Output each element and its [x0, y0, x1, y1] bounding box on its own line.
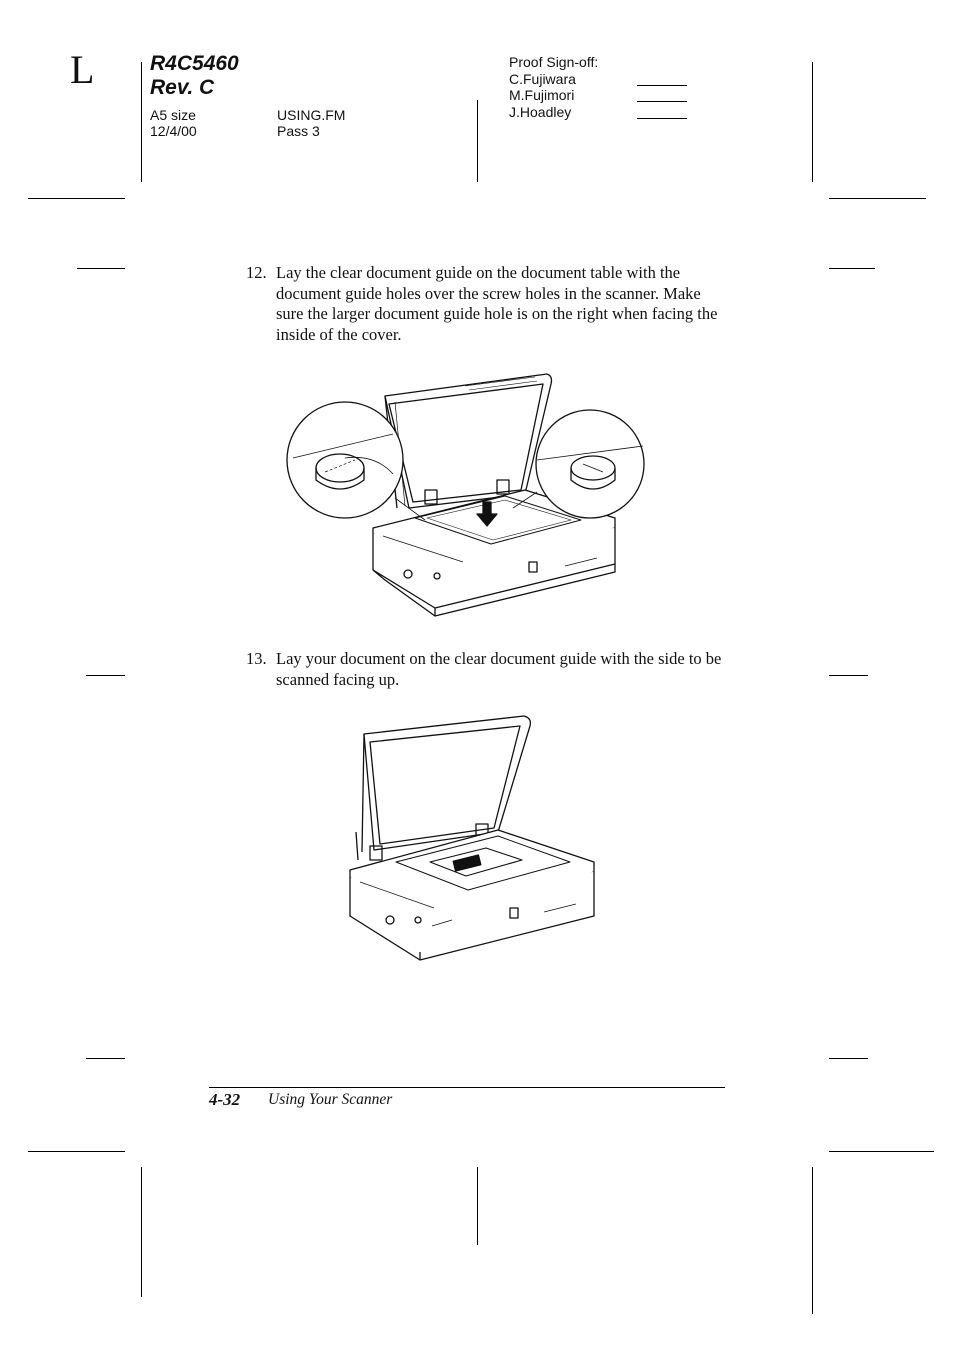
model-block [150, 52, 239, 100]
page-number: 4-32 [209, 1090, 241, 1109]
crop-mark-bottom-left-horizontal [28, 1151, 125, 1152]
chapter-title: Using Your Scanner [268, 1091, 393, 1108]
step-13 [246, 649, 728, 694]
crop-mark-left-2 [86, 675, 125, 676]
paper-size: A5 size [150, 107, 196, 123]
signoff-title: Proof Sign-off: [509, 54, 599, 70]
model-number: R4C5460 [150, 52, 239, 75]
crop-mark-right-1 [829, 268, 875, 269]
crop-mark-bottom-right-horizontal [829, 1151, 934, 1152]
footer-rule [209, 1087, 725, 1088]
signoff-name-2: M.Fujimori [509, 87, 575, 103]
step-text: Lay your document on the clear document guide with the side to be scanned facing up. [276, 649, 722, 689]
zoom-callout-right [536, 410, 644, 518]
pass: Pass 3 [277, 123, 320, 139]
scanner-body-front [350, 872, 594, 960]
margin-letter: L [70, 47, 95, 92]
crop-mark-top-left-vertical [141, 62, 142, 182]
crop-mark-left-1 [77, 268, 125, 269]
date: 12/4/00 [150, 123, 197, 139]
crop-mark-right-2 [829, 675, 868, 676]
signoff-name-1: C.Fujiwara [509, 71, 576, 87]
step-number: 12. [246, 263, 267, 282]
crop-mark-bottom-right-vertical [812, 1167, 813, 1314]
crop-mark-left-3 [86, 1058, 125, 1059]
signoff-name-3: J.Hoadley [509, 104, 572, 120]
step-text: Lay the clear document guide on the document table with the document guide holes over the screw holes in the scanner. Make sure the larger document guide hole is on the right when facing the inside of the cover. [276, 263, 718, 344]
scanner-document-guide-illustration [285, 368, 650, 620]
crop-mark-top-right-vertical [812, 62, 813, 182]
crop-mark-bottom-center-vertical [477, 1167, 478, 1245]
crop-mark-top-left-horizontal [28, 198, 125, 199]
step-12 [246, 263, 728, 353]
zoom-callout-left [287, 402, 403, 518]
revision: Rev. C [150, 76, 215, 99]
scanner-document-placed-illustration [348, 712, 598, 967]
signoff-line-1 [637, 85, 687, 86]
crop-mark-top-center-vertical [477, 100, 478, 182]
filename: USING.FM [277, 107, 346, 123]
crop-mark-right-3 [829, 1058, 868, 1059]
signoff-line-2 [637, 101, 687, 102]
crop-mark-bottom-left-vertical [141, 1167, 142, 1297]
crop-mark-top-right-horizontal [829, 198, 926, 199]
step-number: 13. [246, 649, 267, 668]
signoff-line-3 [637, 118, 687, 119]
